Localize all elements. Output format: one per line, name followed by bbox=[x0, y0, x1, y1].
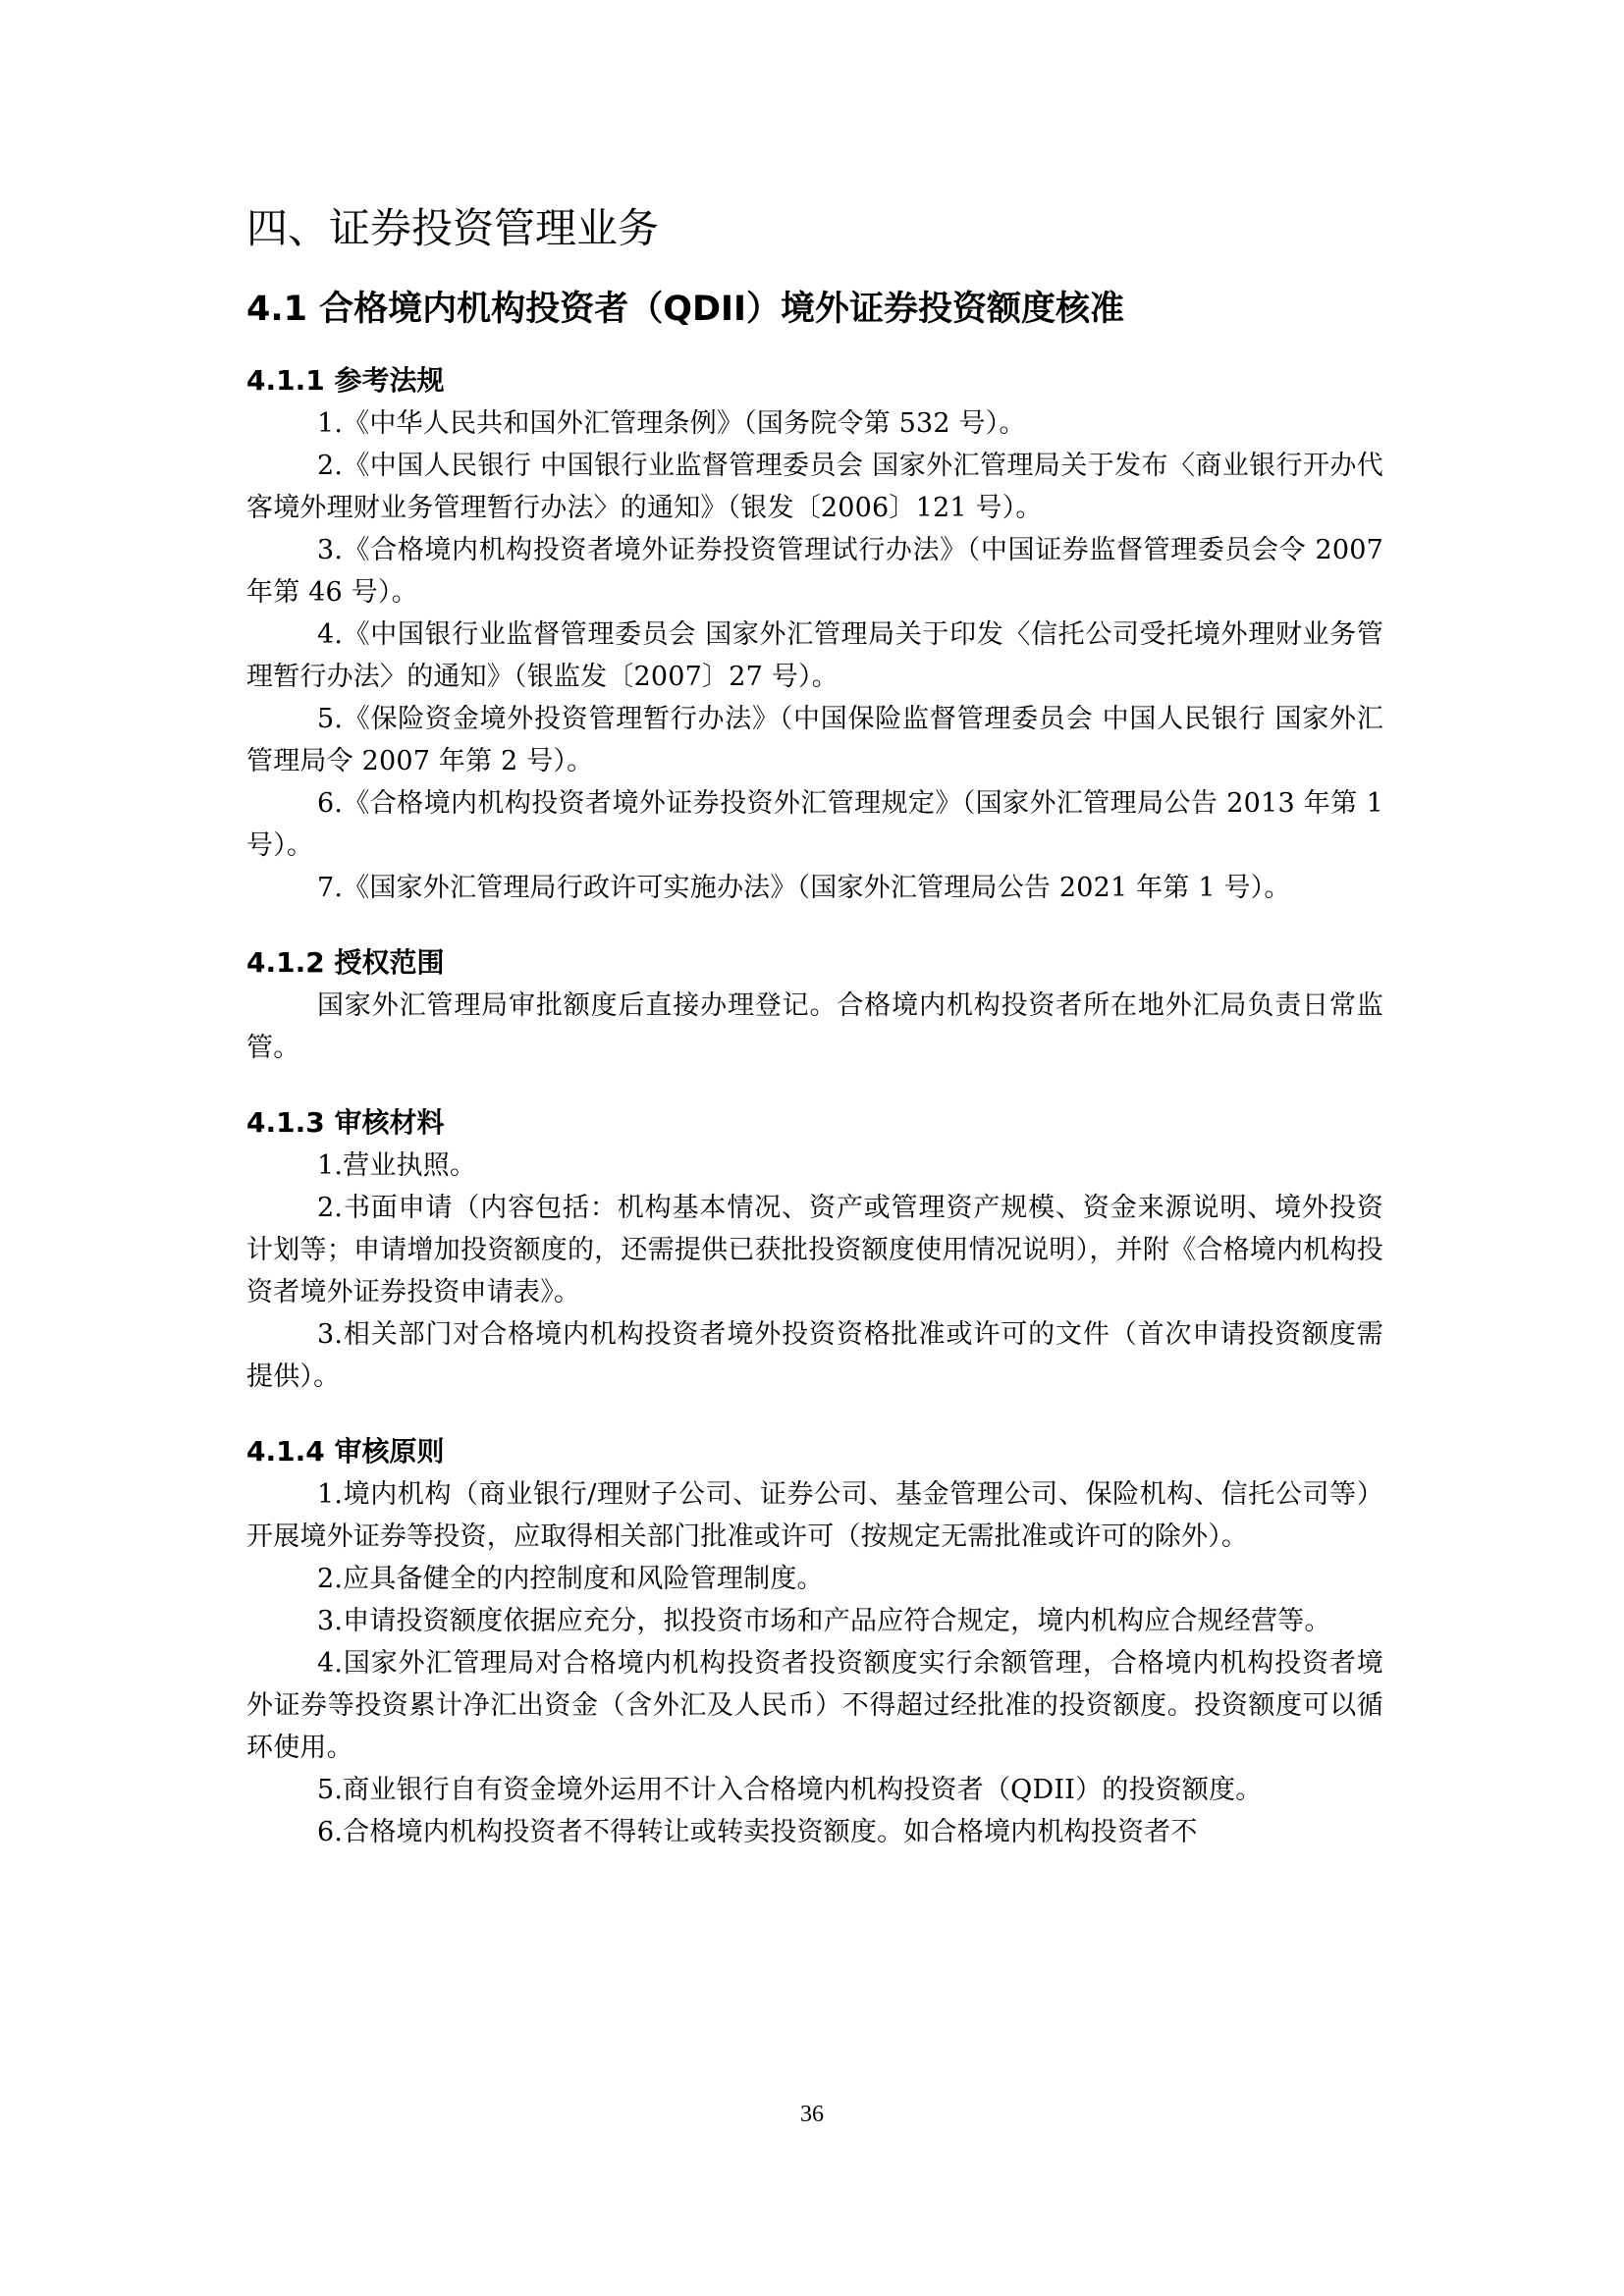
subsection-review-materials bbox=[246, 1101, 1383, 1398]
paragraph: 4.《中国银行业监督管理委员会 国家外汇管理局关于印发〈信托公司受托境外理财业务管理暂行办法〉的通知》（银监发〔2007〕27 号）。 bbox=[246, 619, 1383, 692]
subsection-review-principles bbox=[246, 1430, 1383, 1853]
paragraph: 2.书面申请（内容包括：机构基本情况、资产或管理资产规模、资金来源说明、境外投资计划等；申请增加投资额度的，还需提供已获批投资额度使用情况说明），并附《合格境内机构投资者境外证券投资申请表》。 bbox=[246, 1193, 1383, 1308]
paragraph: 7.《国家外汇管理局行政许可实施办法》（国家外汇管理局公告 2021 年第 1 号）。 bbox=[317, 873, 1291, 903]
paragraph: 5.商业银行自有资金境外运用不计入合格境内机构投资者（QDII）的投资额度。 bbox=[317, 1775, 1263, 1805]
paragraph: 3.申请投资额度依据应充分，拟投资市场和产品应符合规定，境内机构应合规经营等。 bbox=[317, 1606, 1331, 1636]
paragraph: 1.营业执照。 bbox=[317, 1150, 477, 1181]
subsection-title: 4.1.2 授权范围 bbox=[246, 946, 445, 979]
paragraph: 1.《中华人民共和国外汇管理条例》（国务院令第 532 号）。 bbox=[317, 408, 1026, 439]
paragraph: 3.相关部门对合格境内机构投资者境外投资资格批准或许可的文件（首次申请投资额度需提供）。 bbox=[246, 1319, 1383, 1392]
subsection-authorization-scope bbox=[246, 941, 1383, 1069]
paragraph: 2.应具备健全的内控制度和风险管理制度。 bbox=[317, 1564, 824, 1594]
paragraph: 2.《中国人民银行 中国银行业监督管理委员会 国家外汇管理局关于发布〈商业银行开办代客境外理财业务管理暂行办法〉的通知》（银发〔2006〕121 号）。 bbox=[246, 451, 1383, 523]
paragraph: 4.国家外汇管理局对合格境内机构投资者投资额度实行余额管理，合格境内机构投资者境外证券等投资累计净汇出资金（含外汇及人民币）不得超过经批准的投资额度。投资额度可以循环使用。 bbox=[246, 1648, 1383, 1763]
chapter-heading: 四、证券投资管理业务 bbox=[246, 204, 660, 252]
paragraph: 3.《合格境内机构投资者境外证券投资管理试行办法》（中国证券监督管理委员会令 2007 年第 46 号）。 bbox=[246, 535, 1383, 608]
subsection-title: 4.1.3 审核材料 bbox=[246, 1106, 445, 1139]
section-heading: 4.1 合格境内机构投资者（QDII）境外证券投资额度核准 bbox=[246, 290, 1125, 329]
paragraph: 国家外汇管理局审批额度后直接办理登记。合格境内机构投资者所在地外汇局负责日常监管。 bbox=[246, 990, 1383, 1063]
paragraph: 5.《保险资金境外投资管理暂行办法》（中国保险监督管理委员会 中国人民银行 国家外汇管理局令 2007 年第 2 号）。 bbox=[246, 704, 1383, 776]
paragraph: 1.境内机构（商业银行/理财子公司、证券公司、基金管理公司、保险机构、信托公司等）开展境外证券等投资，应取得相关部门批准或许可（按规定无需批准或许可的除外）。 bbox=[246, 1479, 1383, 1552]
subsection-title: 4.1.4 审核原则 bbox=[246, 1435, 445, 1468]
paragraph: 6.合格境内机构投资者不得转让或转卖投资额度。如合格境内机构投资者不 bbox=[317, 1817, 1198, 1847]
subsection-title: 4.1.1 参考法规 bbox=[246, 364, 445, 397]
paragraph: 6.《合格境内机构投资者境外证券投资外汇管理规定》（国家外汇管理局公告 2013 年第 1 号）。 bbox=[246, 788, 1383, 861]
page-number: 36 bbox=[800, 2102, 824, 2127]
subsection-references bbox=[246, 359, 1383, 909]
page-content bbox=[246, 200, 1383, 1853]
